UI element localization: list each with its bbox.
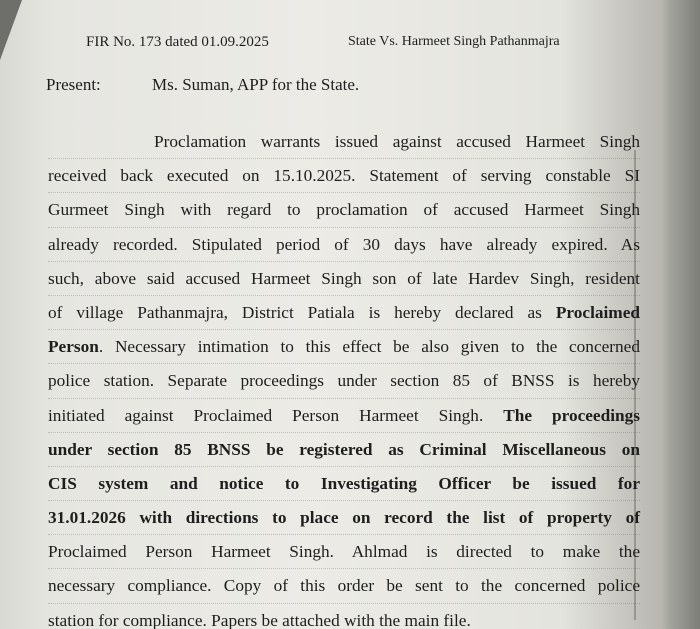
fir-number: FIR No. 173 dated 01.09.2025: [86, 34, 269, 50]
order-line: [48, 125, 640, 159]
order-line: [48, 604, 640, 629]
order-text: such, above said accused Harmeet Singh son of late Hardev Singh, resident: [48, 268, 640, 288]
present-label: Present:: [46, 75, 101, 94]
order-text: station for compliance. Papers be attached with the main file.: [48, 610, 471, 629]
order-text: police station. Separate proceedings under section 85 of BNSS is hereby: [48, 371, 640, 391]
order-text: Gurmeet Singh with regard to proclamation of accused Harmeet Singh: [48, 200, 640, 220]
folded-corner: [0, 0, 22, 60]
order-text: Proclaimed Person Harmeet Singh. Ahlmad is directed to make the: [48, 542, 640, 562]
case-header: [86, 34, 626, 56]
order-line: [48, 535, 640, 569]
order-text: of village Pathanmajra, District Patiala is hereby declared as: [48, 302, 556, 322]
order-text: already recorded. Stipulated period of 30 days have already expired. As: [48, 234, 640, 254]
order-text: received back executed on 15.10.2025. Statement of serving constable SI: [48, 166, 640, 186]
case-title: State Vs. Harmeet Singh Pathanmajra: [348, 34, 560, 49]
order-text: . Necessary intimation to this effect be also given to the concerned: [98, 337, 640, 357]
order-text-bold: 31.01.2026 with directions to place on record the list of property of: [48, 508, 640, 528]
order-line: [48, 159, 640, 193]
order-text: Proclamation warrants issued against accused Harmeet Singh: [154, 132, 640, 151]
order-line: [48, 330, 640, 364]
page-edge-shadow: [662, 0, 700, 629]
order-line: [48, 569, 640, 603]
order-text-bold: CIS system and notice to Investigating Officer be issued for: [48, 473, 640, 493]
order-line: [48, 399, 640, 433]
order-text-bold: The proceedings: [503, 405, 640, 425]
order-line: [48, 501, 640, 535]
order-line: [48, 433, 640, 467]
order-text-bold: Person: [48, 337, 99, 357]
order-line: [48, 228, 640, 262]
order-line: [48, 467, 640, 501]
present-value: Ms. Suman, APP for the State.: [152, 75, 360, 94]
order-text-bold: under section 85 BNSS be registered as Criminal Miscellaneous on: [48, 439, 640, 459]
order-line: [48, 364, 640, 398]
order-text: initiated against Proclaimed Person Harmeet Singh.: [48, 405, 504, 425]
order-text: necessary compliance. Copy of this order be sent to the concerned police: [48, 576, 640, 596]
order-line: [48, 296, 640, 330]
order-body: [48, 125, 640, 629]
order-line: [48, 193, 640, 227]
order-text-bold: Proclaimed: [555, 302, 640, 322]
order-line: [48, 262, 640, 296]
